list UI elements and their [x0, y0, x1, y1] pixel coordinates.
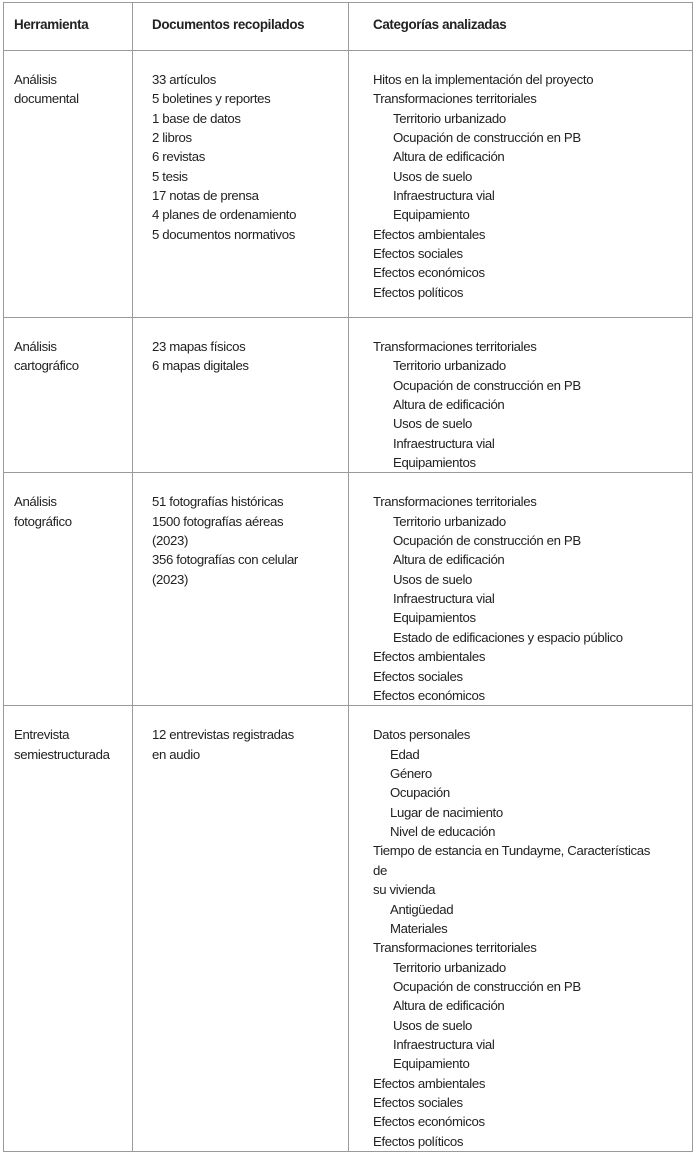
category-item: Efectos ambientales — [373, 1075, 486, 1091]
cell-docs-content — [133, 473, 348, 589]
document-item: 1 base de datos — [152, 110, 241, 126]
header-cats — [349, 3, 693, 51]
subcategory-item: Territorio urbanizado — [393, 513, 506, 529]
cell-cats-content — [349, 318, 692, 472]
subcategory-item: Ocupación de construcción en PB — [393, 130, 581, 146]
category-item: Efectos políticos — [373, 1133, 464, 1149]
cell-cats — [349, 318, 693, 473]
subcategory-item: Territorio urbanizado — [393, 959, 506, 975]
cell-tool-content — [4, 318, 132, 376]
tool-name-line: fotográfico — [14, 513, 72, 529]
cell-cats-content — [349, 51, 692, 302]
table-row — [4, 51, 693, 318]
subcategory-item: Altura de edificación — [393, 149, 505, 165]
document-item: 6 mapas digitales — [152, 358, 249, 374]
cell-docs-content — [133, 51, 348, 244]
document-item: 33 artículos — [152, 72, 216, 87]
cell-docs — [133, 473, 349, 706]
subcategory-item: Lugar de nacimiento — [390, 804, 503, 820]
category-item: su vivienda — [373, 882, 436, 898]
subcategory-item: Antigüedad — [390, 901, 454, 917]
category-item: Efectos económicos — [373, 687, 485, 703]
subcategory-item: Infraestructura vial — [393, 188, 495, 204]
subcategory-item: Infraestructura vial — [393, 1036, 495, 1052]
category-item: Efectos ambientales — [373, 649, 486, 665]
subcategory-item: Ocupación — [390, 785, 450, 801]
tool-name-line: Entrevista — [14, 727, 70, 743]
table-row — [4, 706, 693, 1152]
document-item: 5 tesis — [152, 168, 188, 184]
cell-tool — [4, 706, 133, 1152]
subcategory-item: Género — [390, 766, 432, 782]
document-item: 2 libros — [152, 130, 192, 146]
document-item: 1500 fotografías aéreas — [152, 513, 284, 529]
document-item: 23 mapas físicos — [152, 339, 246, 354]
subcategory-item: Infraestructura vial — [393, 591, 495, 607]
tool-name-line: semiestructurada — [14, 746, 110, 762]
subcategory-item: Equipamiento — [393, 207, 470, 223]
cell-docs-content — [133, 706, 348, 764]
subcategory-item: Altura de edificación — [393, 552, 505, 568]
cell-cats — [349, 51, 693, 318]
cell-tool — [4, 473, 133, 706]
cell-docs — [133, 706, 349, 1152]
tool-name-line: cartográfico — [14, 358, 79, 374]
subcategory-item: Territorio urbanizado — [393, 110, 506, 126]
cell-tool — [4, 51, 133, 318]
category-item: Efectos políticos — [373, 284, 464, 300]
subcategory-item: Equipamientos — [393, 455, 476, 471]
subcategory-item: Ocupación de construcción en PB — [393, 533, 581, 549]
table-row — [4, 318, 693, 473]
subcategory-item: Altura de edificación — [393, 998, 505, 1014]
subcategory-item: Usos de suelo — [393, 1017, 473, 1033]
category-item: Efectos económicos — [373, 1114, 485, 1130]
document-item: 356 fotografías con celular — [152, 552, 298, 568]
tool-name-line: Análisis — [14, 72, 57, 87]
document-item: 6 revistas — [152, 149, 205, 165]
methods-table — [3, 2, 693, 1152]
subcategory-item: Edad — [390, 746, 420, 762]
document-item: (2023) — [152, 533, 189, 549]
subcategory-item: Usos de suelo — [393, 168, 473, 184]
cell-docs-content — [133, 318, 348, 376]
cell-cats — [349, 706, 693, 1152]
subcategory-item: Nivel de educación — [390, 824, 496, 840]
table-header-row — [4, 3, 693, 51]
category-item: Efectos económicos — [373, 265, 485, 281]
cell-tool-content — [4, 51, 132, 109]
category-item: Efectos sociales — [373, 668, 463, 684]
header-cats-label: Categorías analizadas — [373, 17, 507, 32]
cell-tool-content — [4, 473, 132, 531]
document-item: 17 notas de prensa — [152, 188, 259, 204]
table-row — [4, 473, 693, 706]
tool-name-line: documental — [14, 91, 79, 107]
category-item: Datos personales — [373, 727, 471, 743]
cell-cats-content — [349, 473, 692, 705]
document-item: 51 fotografías históricas — [152, 494, 284, 510]
subcategory-item: Altura de edificación — [393, 397, 505, 413]
header-docs — [133, 3, 349, 51]
category-item: Efectos ambientales — [373, 226, 486, 242]
subcategory-item: Estado de edificaciones y espacio público — [393, 629, 623, 645]
document-item: 5 boletines y reportes — [152, 91, 271, 107]
header-tool — [4, 3, 133, 51]
category-item: Transformaciones territoriales — [373, 339, 537, 354]
header-docs-label: Documentos recopilados — [152, 17, 305, 32]
subcategory-item: Materiales — [390, 920, 448, 936]
category-item: Transformaciones territoriales — [373, 91, 537, 107]
document-item: 5 documentos normativos — [152, 226, 295, 242]
category-item: Efectos sociales — [373, 246, 463, 262]
category-item: Efectos sociales — [373, 1094, 463, 1110]
subcategory-item: Equipamiento — [393, 1056, 470, 1072]
category-item: Transformaciones territoriales — [373, 494, 537, 510]
subcategory-item: Ocupación de construcción en PB — [393, 377, 581, 393]
cell-cats-content — [349, 706, 692, 1151]
cell-docs — [133, 318, 349, 473]
subcategory-item: Infraestructura vial — [393, 435, 495, 451]
category-item: Tiempo de estancia en Tundayme, Características de — [373, 843, 650, 878]
category-item: Hitos en la implementación del proyecto — [373, 72, 594, 87]
cell-cats — [349, 473, 693, 706]
cell-tool-content — [4, 706, 132, 764]
document-item: 12 entrevistas registradas — [152, 727, 294, 743]
document-item: en audio — [152, 746, 200, 762]
document-item: 4 planes de ordenamiento — [152, 207, 297, 223]
cell-docs — [133, 51, 349, 318]
document-item: (2023) — [152, 571, 189, 587]
subcategory-item: Equipamientos — [393, 610, 476, 626]
subcategory-item: Territorio urbanizado — [393, 358, 506, 374]
header-tool-label: Herramienta — [14, 17, 89, 32]
cell-tool — [4, 318, 133, 473]
category-item: Transformaciones territoriales — [373, 940, 537, 956]
tool-name-line: Análisis — [14, 339, 57, 354]
tool-name-line: Análisis — [14, 494, 57, 510]
subcategory-item: Ocupación de construcción en PB — [393, 978, 581, 994]
subcategory-item: Usos de suelo — [393, 571, 473, 587]
subcategory-item: Usos de suelo — [393, 416, 473, 432]
